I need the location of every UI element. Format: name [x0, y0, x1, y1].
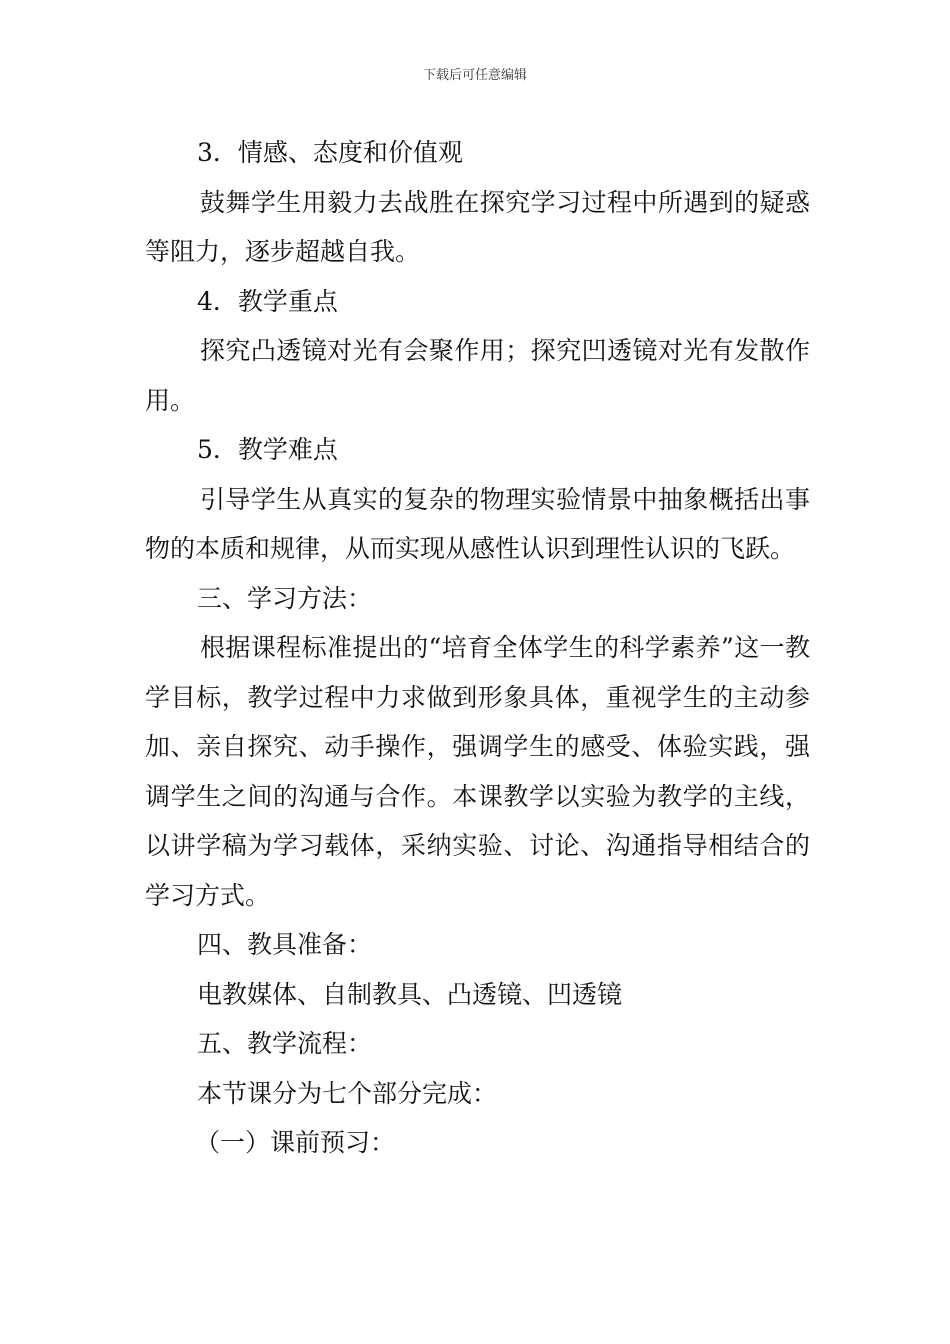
paragraph-attitude-values: 鼓舞学生用毅力去战胜在探究学习过程中所遇到的疑惑等阻力，逐步超越自我。 [145, 187, 810, 266]
heading-teaching-aids: 四、教具准备： [197, 930, 373, 959]
heading-teaching-process: 五、教学流程： [197, 1029, 373, 1058]
heading-preview: （一）课前预习： [195, 1128, 396, 1157]
paragraph-teaching-focus: 探究凸透镜对光有会聚作用；探究凹透镜对光有发散作用。 [145, 336, 810, 415]
heading-attitude-values: 3．情感、态度和价值观 [197, 138, 463, 167]
paragraph-teaching-aids: 电教媒体、自制教具、凸透镜、凹透镜 [197, 979, 623, 1009]
heading-teaching-difficulty: 5．教学难点 [197, 435, 338, 464]
paragraph-teaching-process: 本节课分为七个部分完成： [197, 1078, 498, 1108]
document-body [145, 128, 810, 1168]
heading-learning-methods: 三、学习方法： [197, 583, 373, 613]
paragraph-learning-methods: 根据课程标准提出的“培育全体学生的科学素养”这一教学目标，教学过程中力求做到形象具体，重视学生的主动参加、亲自探究、动手操作，强调学生的感受、体验实践，强调学生之间的沟通与合作。本课教学以实验为教学的主线，以讲学稿为学习载体，采纳实验、讨论、沟通指导相结合的学习方式。 [145, 633, 810, 910]
heading-teaching-focus: 4．教学重点 [197, 286, 338, 316]
paragraph-teaching-difficulty: 引导学生从真实的复杂的物理实验情景中抽象概括出事物的本质和规律，从而实现从感性认识到理性认识的飞跃。 [145, 484, 810, 563]
page-header: 下载后可任意编辑 [422, 68, 527, 83]
